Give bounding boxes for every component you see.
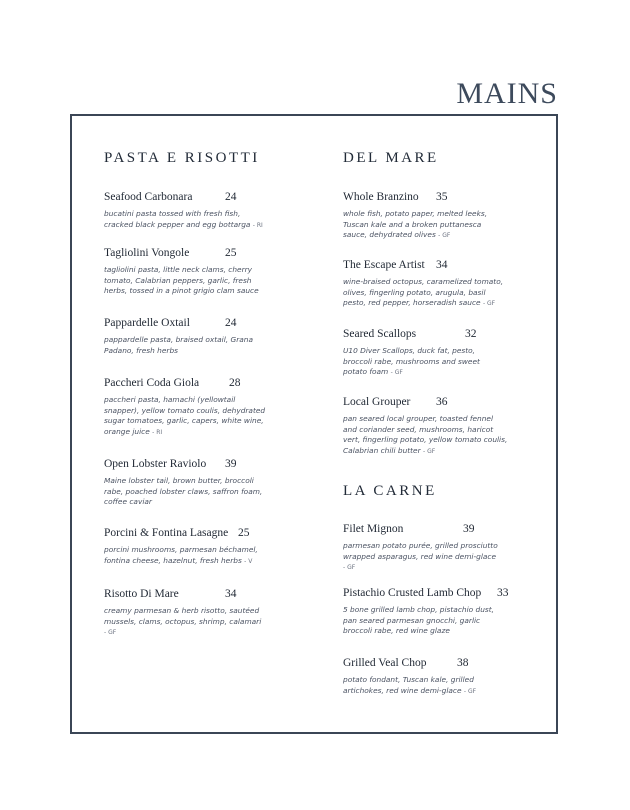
menu-item [104, 377, 304, 438]
description-text: olives, fingerling potato, arugula, basil [343, 287, 486, 297]
description-line [343, 446, 533, 458]
description-line [104, 487, 304, 498]
menu-item-name: Seared Scallops [343, 328, 417, 340]
menu-item-header [104, 377, 304, 391]
description-text: pappardelle pasta, braised oxtail, Grana [104, 335, 253, 344]
description-text: pan seared local grouper, toasted fennel [343, 414, 494, 423]
menu-item-price: 39 [463, 523, 475, 535]
menu-item-price: 25 [225, 247, 237, 259]
description-line [343, 425, 533, 436]
menu-item-name: Filet Mignon [343, 523, 404, 535]
description-line [343, 686, 533, 698]
description-line [343, 616, 533, 627]
menu-item-description [104, 209, 304, 231]
description-line [343, 277, 533, 288]
description-line [104, 545, 304, 556]
menu-item [343, 657, 533, 697]
description-line [104, 265, 304, 276]
menu-item-name: Grilled Veal Chop [343, 657, 427, 669]
description-text: artichokes, red wine demi-glace [343, 685, 462, 695]
description-line [343, 346, 533, 357]
menu-item-header [343, 259, 533, 273]
description-line [343, 230, 533, 242]
menu-item-header [104, 458, 304, 472]
menu-frame [70, 114, 558, 734]
menu-item-header [104, 191, 304, 205]
section-title-mare: DEL MARE [343, 150, 439, 166]
menu-item [104, 527, 304, 567]
menu-item-description [343, 346, 533, 379]
menu-item-price: 35 [436, 191, 448, 203]
description-text: Padano, fresh herbs [104, 345, 178, 355]
description-line [104, 416, 304, 427]
menu-item-price: 24 [225, 317, 237, 329]
menu-item [343, 259, 533, 310]
description-text: pesto, red pepper, horseradish sauce [343, 298, 481, 308]
menu-item-header [343, 523, 533, 537]
description-line [104, 617, 304, 628]
description-text: Maine lobster tail, brown butter, broccoli [104, 476, 254, 485]
description-line [104, 497, 304, 508]
description-line [104, 346, 304, 357]
menu-item [104, 191, 304, 231]
description-line [343, 209, 533, 220]
description-line [343, 605, 533, 616]
menu-item-price: 25 [238, 527, 250, 539]
description-line [104, 209, 304, 220]
description-text: Calabrian chili butter [343, 445, 421, 455]
description-line [104, 627, 304, 639]
menu-item-price: 38 [457, 657, 469, 669]
menu-item-header [343, 396, 533, 410]
description-text: bucatini pasta tossed with fresh fish, [104, 209, 241, 218]
description-line [343, 298, 533, 310]
description-line [343, 675, 533, 686]
menu-item-header [343, 191, 533, 205]
menu-item-description [343, 541, 533, 574]
menu-item-price: 33 [497, 587, 509, 599]
menu-item-header [343, 657, 533, 671]
menu-item [104, 247, 304, 297]
menu-item-header [104, 527, 304, 541]
description-text: 5 bone grilled lamb chop, pistachio dust, [343, 605, 494, 614]
description-text: wine-braised octopus, caramelized tomato, [343, 277, 504, 286]
description-line [104, 556, 304, 568]
description-line [343, 562, 533, 574]
description-line [104, 476, 304, 487]
menu-item-name: Risotto Di Mare [104, 588, 179, 600]
description-text: porcini mushrooms, parmesan béchamel, [104, 545, 258, 554]
description-text: sugar tomatoes, garlic, capers, white wine, [104, 416, 264, 426]
menu-item-price: 28 [229, 377, 241, 389]
dietary-tag: - GF [390, 369, 403, 377]
menu-item [343, 191, 533, 242]
menu-item [104, 317, 304, 356]
menu-item-description [104, 606, 304, 639]
description-line [104, 286, 304, 297]
menu-item-name: Paccheri Coda Giola [104, 377, 200, 389]
description-line [104, 395, 304, 406]
menu-item-description [343, 675, 533, 697]
menu-item-name: Pappardelle Oxtail [104, 317, 190, 329]
menu-item-name: The Escape Artist [343, 259, 425, 271]
description-line [343, 357, 533, 368]
menu-item-description [104, 335, 304, 356]
description-text: creamy parmesan & herb risotto, sautéed [104, 606, 260, 615]
menu-item-name: Seafood Carbonara [104, 191, 193, 203]
menu-item-price: 34 [225, 588, 237, 600]
description-text: and coriander seed, mushrooms, haricot [343, 424, 494, 434]
description-text: broccoli rabe, mushrooms and sweet [343, 356, 480, 366]
description-text: tagliolini pasta, little neck clams, cherry [104, 265, 253, 274]
description-line [343, 552, 533, 563]
menu-item-description [104, 395, 304, 438]
menu-item-header [104, 317, 304, 331]
dietary-tag: - GF [482, 300, 496, 308]
dietary-tag: - GF [343, 564, 356, 572]
menu-item-name: Porcini & Fontina Lasagne [104, 527, 229, 539]
description-line [343, 626, 533, 637]
dietary-tag: - RI [152, 428, 163, 436]
description-line [343, 367, 533, 379]
menu-item [104, 588, 304, 639]
menu-item [343, 328, 533, 379]
description-line [343, 288, 533, 299]
dietary-tag: - GF [423, 447, 436, 455]
description-line [104, 220, 304, 232]
description-line [104, 606, 304, 617]
description-text: mussels, clams, octopus, shrimp, calamari [104, 616, 262, 626]
description-line [104, 276, 304, 287]
description-text: tomato, Calabrian peppers, garlic, fresh [104, 275, 252, 285]
description-line [104, 335, 304, 346]
menu-item-header [104, 247, 304, 261]
description-line [104, 427, 304, 439]
page-title: MAINS [456, 77, 558, 110]
menu-item [104, 458, 304, 508]
description-text: potato fondant, Tuscan kale, grilled [343, 675, 474, 684]
description-text: pan seared parmesan gnocchi, garlic [343, 615, 481, 625]
description-text: broccoli rabe, red wine glaze [343, 626, 450, 636]
description-text: potato foam [343, 367, 389, 377]
menu-item-price: 34 [436, 259, 448, 271]
description-text: herbs, tossed in a pinot grigio clam sauce [104, 286, 259, 296]
description-text: snapper), yellow tomato coulis, dehydrated [104, 405, 266, 415]
menu-item-name: Whole Branzino [343, 191, 419, 203]
section-title-carne: LA CARNE [343, 483, 437, 499]
dietary-tag: - GF [463, 687, 477, 695]
description-text: parmesan potato purée, grilled prosciutto [343, 541, 498, 550]
description-text: cracked black pepper and egg bottarga [104, 219, 251, 229]
section-title-pasta: PASTA E RISOTTI [104, 150, 260, 166]
description-line [343, 220, 533, 231]
dietary-tag: - V [244, 557, 253, 565]
description-text: U10 Diver Scallops, duck fat, pesto, [343, 346, 476, 355]
menu-item-header [343, 587, 533, 601]
menu-item-price: 32 [465, 328, 477, 340]
dietary-tag: - GF [104, 629, 117, 637]
menu-item-price: 24 [225, 191, 237, 203]
description-text: paccheri pasta, hamachi (yellowtail [104, 395, 236, 404]
description-line [104, 406, 304, 417]
menu-item-name: Tagliolini Vongole [104, 247, 190, 259]
description-line [343, 541, 533, 552]
dietary-tag: - GF [438, 232, 451, 240]
description-text: fontina cheese, hazelnut, fresh herbs [104, 555, 242, 565]
menu-item [343, 396, 533, 457]
menu-item-description [104, 476, 304, 508]
description-text: sauce, dehydrated olives [343, 230, 436, 240]
description-line [343, 435, 533, 446]
menu-item-description [104, 545, 304, 567]
dietary-tag: - RI [252, 221, 263, 229]
menu-item-description [343, 414, 533, 457]
menu-item-name: Local Grouper [343, 396, 411, 408]
description-text: vert, fingerling potato, yellow tomato coulis, [343, 435, 508, 445]
menu-item-description [104, 265, 304, 297]
menu-item [343, 523, 533, 574]
description-text: orange juice [104, 426, 150, 436]
menu-item-name: Pistachio Crusted Lamb Chop [343, 587, 482, 599]
menu-item-price: 39 [225, 458, 237, 470]
description-line [343, 414, 533, 425]
menu-item-description [343, 605, 533, 637]
description-text: rabe, poached lobster claws, saffron foam, [104, 486, 263, 496]
menu-item-header [104, 588, 304, 602]
description-text: whole fish, potato paper, melted leeks, [343, 209, 488, 218]
menu-item [343, 587, 533, 637]
menu-item-description [343, 209, 533, 242]
menu-item-name: Open Lobster Raviolo [104, 458, 207, 470]
description-text: Tuscan kale and a broken puttanesca [343, 219, 482, 229]
menu-item-description [343, 277, 533, 310]
description-text: coffee caviar [104, 497, 152, 507]
menu-item-header [343, 328, 533, 342]
description-text: wrapped asparagus, red wine demi-glace [343, 551, 497, 561]
menu-item-price: 36 [436, 396, 448, 408]
